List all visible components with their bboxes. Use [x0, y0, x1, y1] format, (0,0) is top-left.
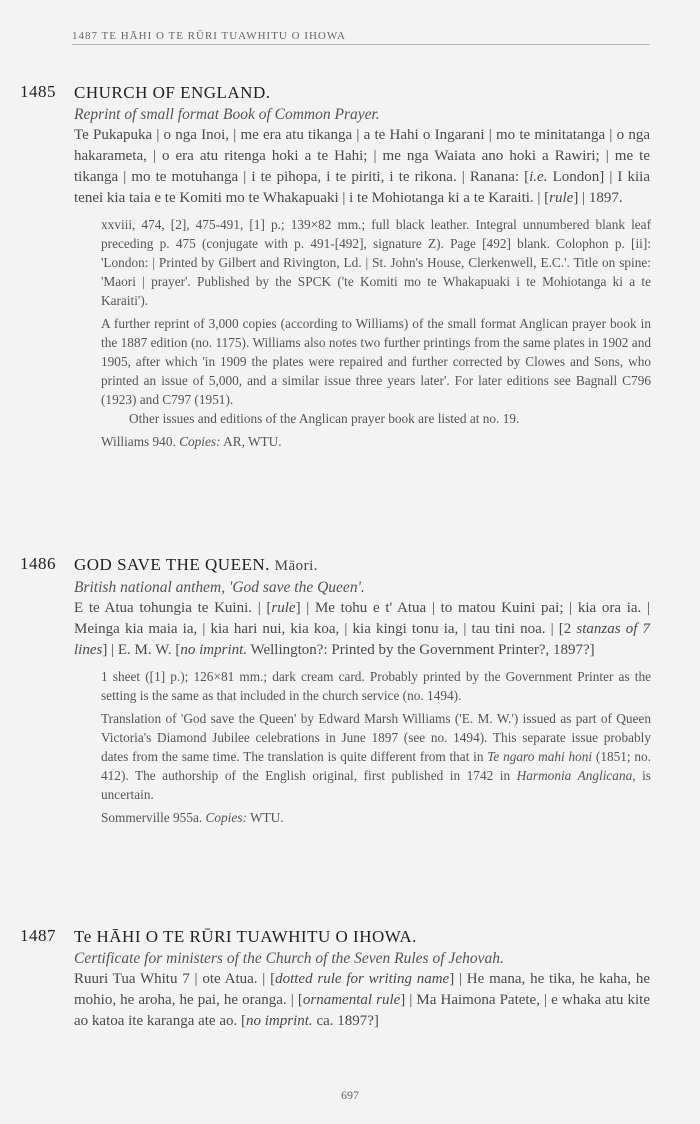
collation-note: xxviii, 474, [2], 475-491, [1] p.; 139×82 mm.; full black leather. Integral unnumbered blank leaf preceding p. 475 (conjugate with p. 491-[492], signature Z). Page [492] blank. Colophon p. [ii]: 'London: | Printed by Gilbert and Rivington, Ld. | St. John's House, Clerkenwell, E.C.'. Title on spine: 'Maori | prayer'. Published by the SPCK ('te Komiti mo te Whakapuaki i te Mohiotanga ki a te Karaiti').	[101, 217, 651, 308]
entry-subtitle: British national anthem, 'God save the Queen'.	[74, 579, 365, 596]
title-transcription: E te Atua tohungia te Kuini. | [rule] | Me tohu e t' Atua | to matou Kuini pai; | kia ora ia. | Meinga kia maia ia, | kia hari nui, kia koa, | kia kingi tonu ia, | tau tini noa. | [2 stanzas of 7 lines] | E. M. W. [no imprint. Wellington?: Printed by the Government Printer?, 1897?]	[74, 600, 650, 658]
running-head: 1487 TE HĀHI O TE RŪRI TUAWHITU O IHOWA	[72, 30, 650, 45]
entry-1485	[0, 82, 700, 451]
page-number: 697	[341, 1088, 359, 1102]
collation-note: 1 sheet ([1] p.); 126×81 mm.; dark cream card. Probably printed by the Government Printer as the setting is the same as that included in the church service (no. 1494).	[101, 669, 651, 703]
references-line: Sommerville 955a. Copies: WTU.	[101, 810, 284, 825]
entry-number: 1487	[20, 926, 56, 945]
references-line: Williams 940. Copies: AR, WTU.	[101, 434, 282, 449]
description-note: A further reprint of 3,000 copies (according to Williams) of the small format Anglican prayer book in the 1887 edition (no. 1175). Williams also notes two further printings from the same plates in 1902 and 1905, after which 'in 1909 the plates were repaired and further corrected by Clowes and Sons, who printed an issue of 5,000, and a similar issue three years later'. For later editions see Bagnall C796 (1923) and C797 (1951).	[101, 316, 651, 407]
entry-1487	[0, 926, 700, 1032]
entry-1486	[0, 554, 700, 827]
entry-number: 1486	[20, 554, 56, 573]
title-transcription: Ruuri Tua Whitu 7 | ote Atua. | [dotted rule for writing name] | He mana, he tika, he kaha, he mohio, he aroha, he pai, he oranga. | [ornamental rule] | Ma Haimona Patete, | e whaka atu kite ao katoa ite karanga ate ao. [no imprint. ca. 1897?]	[74, 971, 650, 1029]
description-note-continued: Other issues and editions of the Anglican prayer book are listed at no. 19.	[129, 411, 520, 426]
title-transcription: Te Pukapuka | o nga Inoi, | me era atu tikanga | a te Hahi o Ingarani | mo te minitatanga | o nga hakarameta, | o era atu ritenga hoki a te Hahi; | me nga Waiata ano hoki a Rawiri; | me te tikanga | mo te motuhanga | i te pihopa, i te piriti, i te rikona. | Ranana: [i.e. London] | I kiia tenei kia taia e te Komiti mo te Whakapuaki | i te Mohiotanga ki a te Karaiti. | [rule] | 1897.	[74, 127, 651, 206]
entry-subtitle: Certificate for ministers of the Church of the Seven Rules of Jehovah.	[74, 950, 504, 967]
entry-heading: Te HĀHI O TE RŪRI TUAWHITU O IHOWA.	[74, 927, 417, 946]
entry-number: 1485	[20, 82, 56, 101]
description-note: Translation of 'God save the Queen' by Edward Marsh Williams ('E. M. W.') issued as part of Queen Victoria's Diamond Jubilee celebrations in June 1897 (see no. 1494). This separate issue probably dates from the same time. The translation is quite different from that in Te ngaro mahi honi (1851; no. 412). The authorship of the English original, first published in 1742 in Harmonia Anglicana, is uncertain.	[101, 711, 651, 802]
entry-heading: CHURCH OF ENGLAND.	[74, 83, 271, 102]
entry-subtitle: Reprint of small format Book of Common Prayer.	[74, 106, 380, 123]
entry-heading: GOD SAVE THE QUEEN. Māori.	[74, 555, 319, 574]
